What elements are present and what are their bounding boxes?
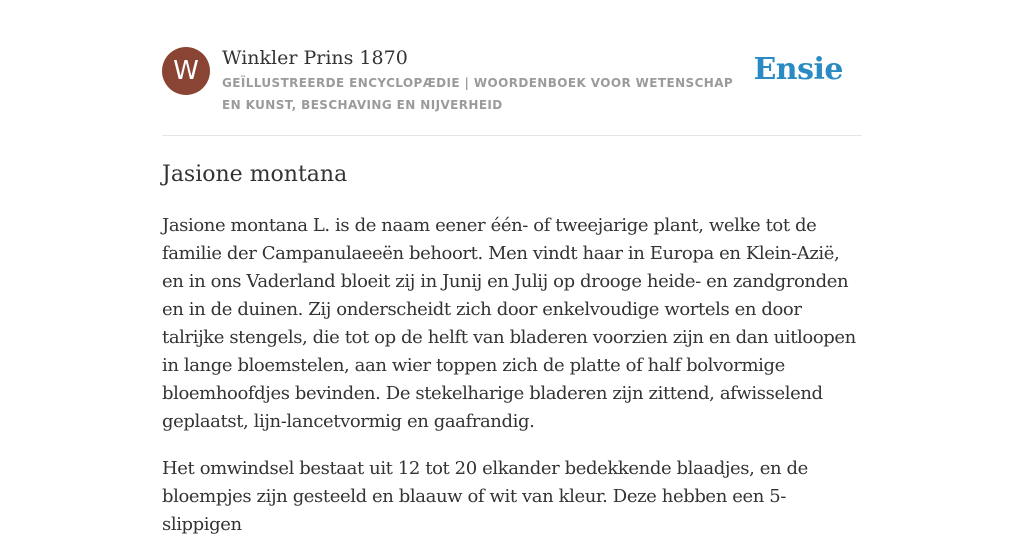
source-subtitle: GEÏLLUSTREERDE ENCYCLOPÆDIE | WOORDENBOEK VOOR WETENSCHAP EN KUNST, BESCHAVING EN NIJVERHEID xyxy=(222,76,734,112)
source-avatar[interactable]: W xyxy=(162,47,210,95)
article-body xyxy=(162,212,862,558)
ensie-logo[interactable]: Ensie xyxy=(753,52,843,87)
article-title: Jasione montana xyxy=(162,162,348,187)
source-title-link[interactable]: Winkler Prins 1870 xyxy=(222,47,408,69)
source-header xyxy=(162,46,862,116)
article-paragraph-2: Het omwindsel bestaat uit 12 tot 20 elkander bedekkende blaadjes, en de bloempjes zijn gesteeld en blaauw of wit van kleur. Deze hebben een 5-slippigen xyxy=(162,458,808,535)
article-paragraph-1: Jasione montana L. is de naam eener één- of tweejarige plant, welke tot de familie der Campanulaeeën behoort. Men vindt haar in Europa en Klein-Azië, en in ons Vaderland bloeit zij in Junij en Julij op drooge heide- en zandgronden en in de duinen. Zij onderscheidt zich door enkelvoudige wortels en door talrijke stengels, die tot op de helft van bladeren voorzien zijn en dan uitloopen in lange bloemstelen, aan wier toppen zich de platte of half bolvormige bloemhoofdjes bevinden. De stekelharige bladeren zijn zittend, afwisselend geplaatst, lijn-lancetvormig en gaafrandig. xyxy=(162,215,856,432)
header-divider xyxy=(162,135,862,136)
